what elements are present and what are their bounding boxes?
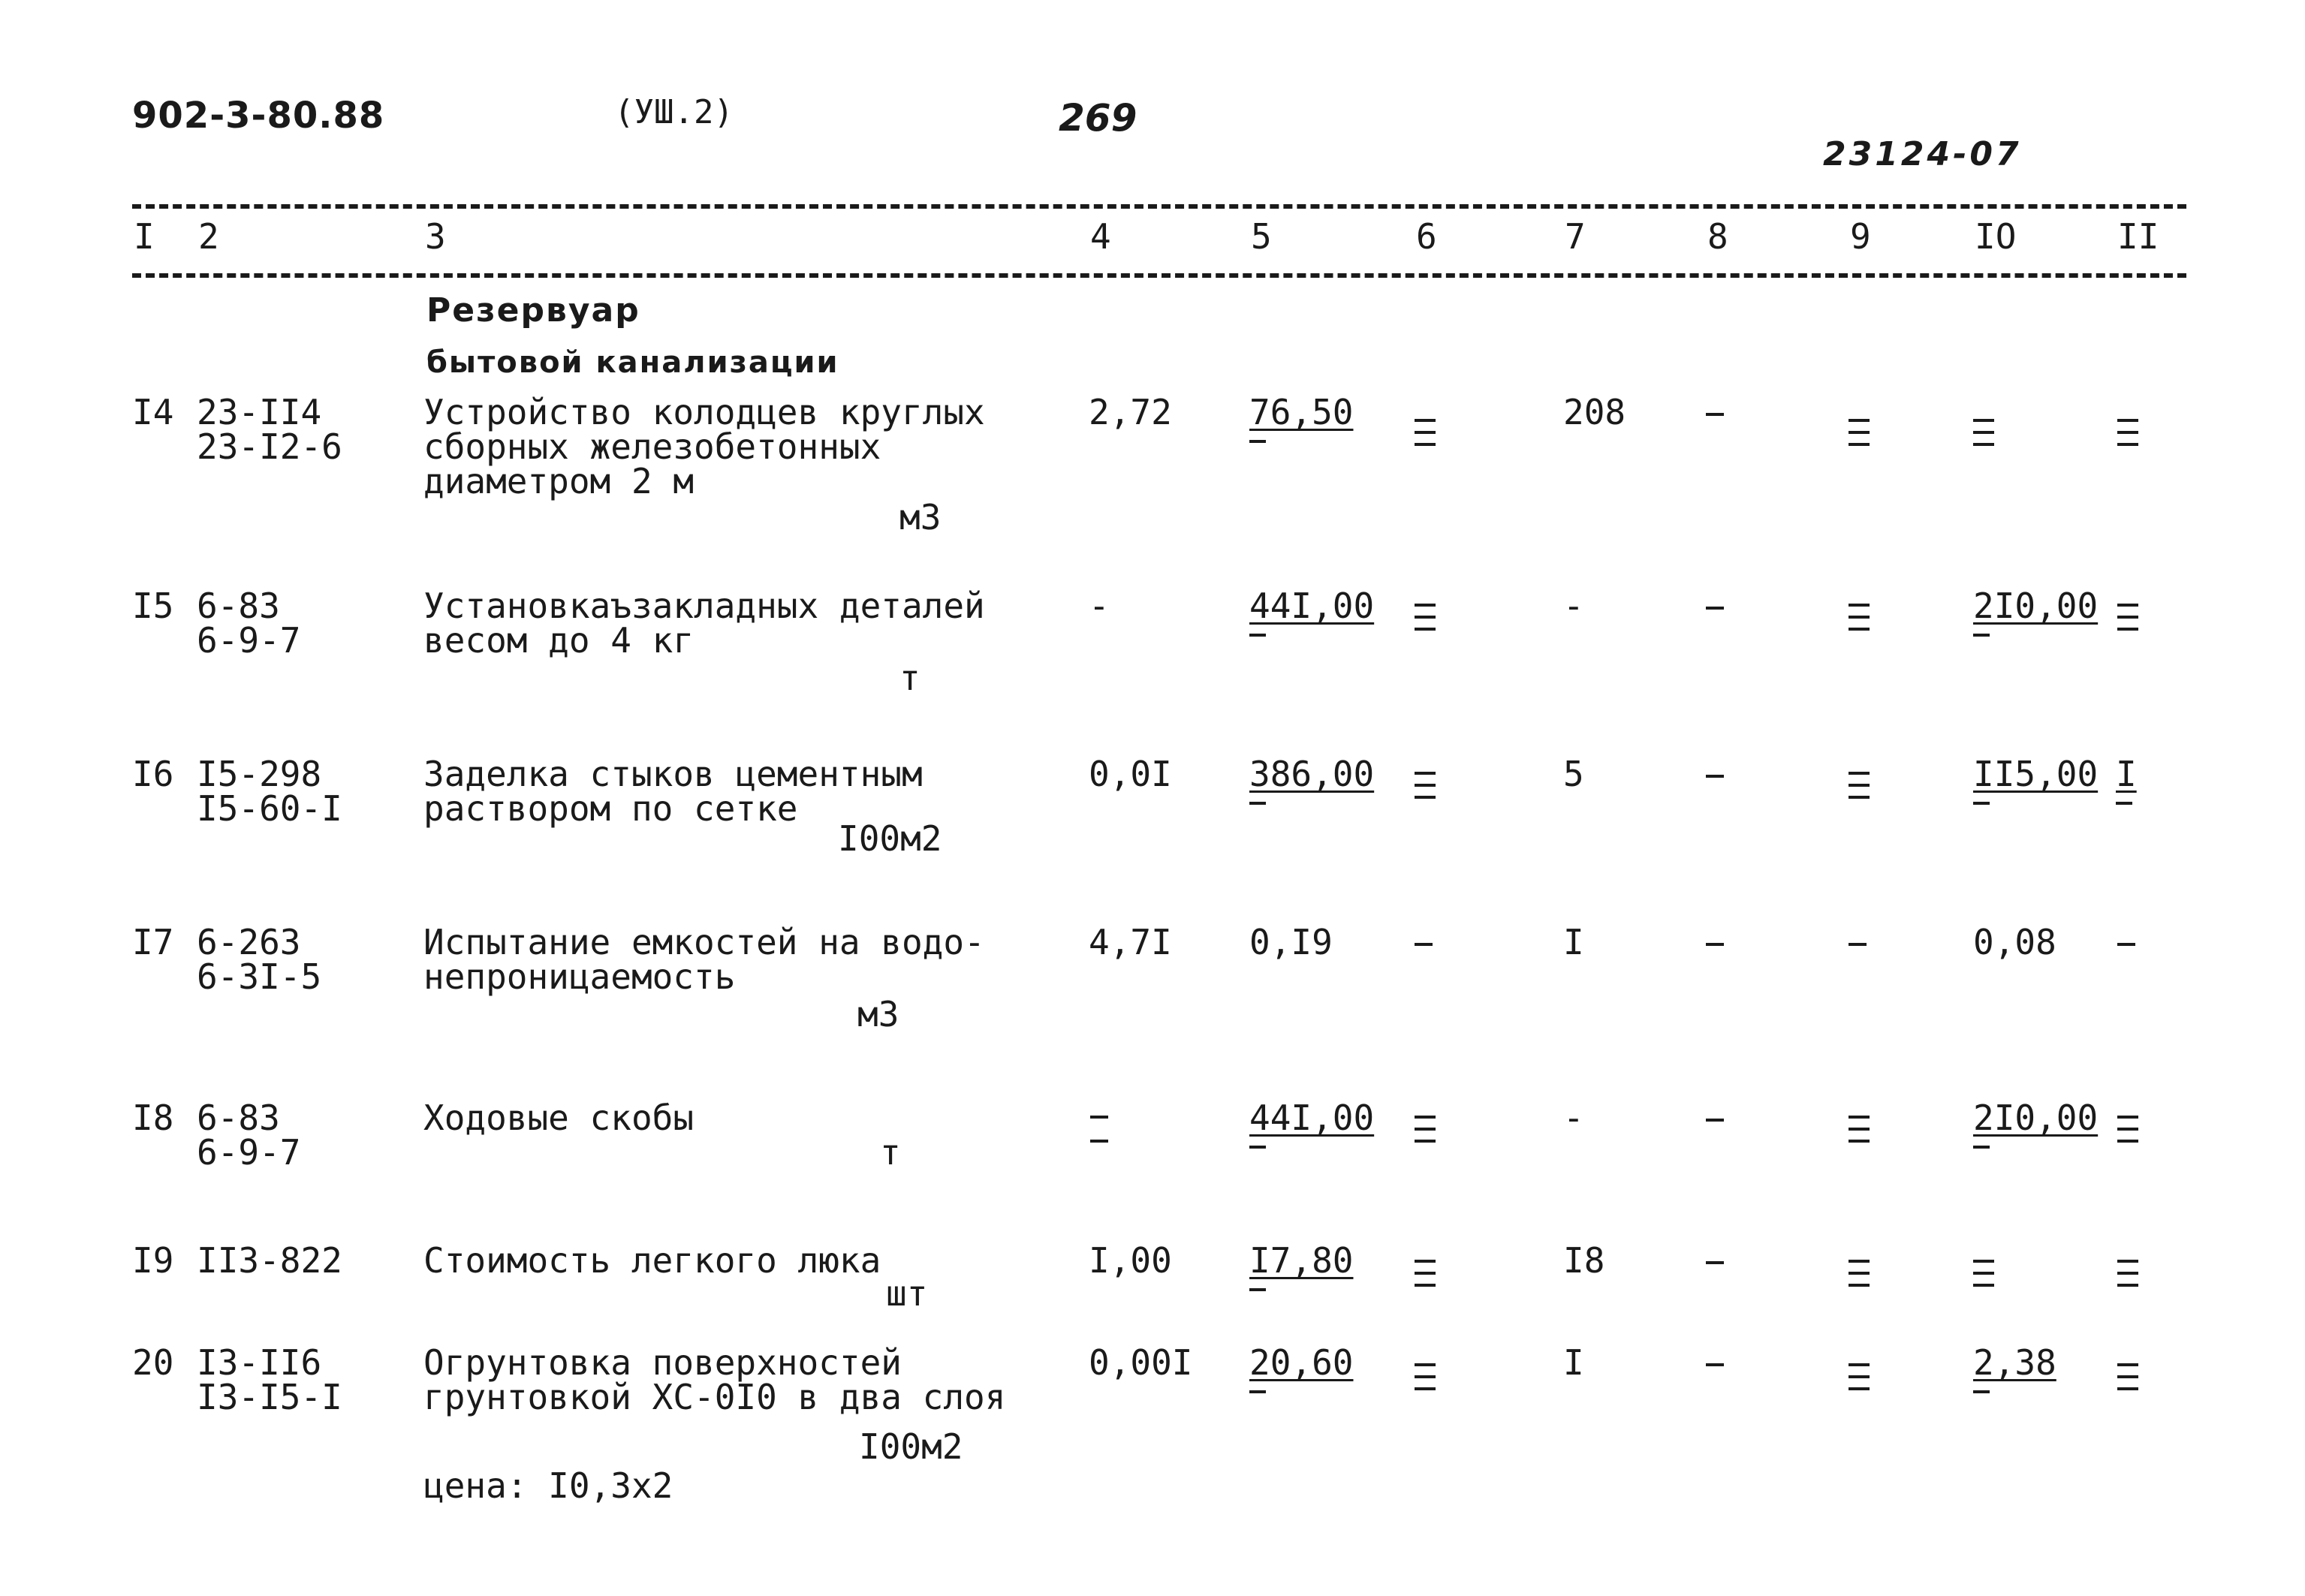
- unit-price: [1249, 754, 1375, 805]
- quantity: 0,0I: [1089, 754, 1172, 794]
- col7-value: -: [1563, 1098, 1584, 1138]
- unit-label: I00м2: [838, 818, 942, 859]
- col10-value: [1973, 754, 2099, 805]
- ditto-mark: [1415, 1260, 1436, 1296]
- description-line: раствором по сетке: [423, 788, 798, 829]
- unit-label: I00м2: [859, 1426, 963, 1467]
- ditto-mark: [2117, 419, 2138, 455]
- dash-mark: [1706, 943, 1724, 946]
- price-dash: [1249, 802, 1266, 805]
- price-value: 20,60: [1249, 1342, 1354, 1383]
- rate-code: [197, 1240, 342, 1281]
- rate-code-line: 6-9-7: [197, 1132, 301, 1173]
- dash-mark: [1706, 413, 1724, 416]
- ditto-mark: [1849, 604, 1870, 640]
- rate-code-line: 23-I2-6: [197, 426, 342, 467]
- col10-number: 2I0,00: [1973, 586, 2099, 626]
- column-number-11: II: [2117, 216, 2159, 257]
- ditto-mark: [1415, 419, 1436, 455]
- dash-mark: [1706, 1261, 1724, 1264]
- row-number: I7: [132, 922, 174, 962]
- ditto-mark: [2117, 604, 2138, 640]
- ditto-mark: [1973, 1260, 1994, 1296]
- price-value: 76,50: [1249, 392, 1354, 432]
- rate-code: [197, 392, 342, 467]
- document-code: 902-3-80.88: [132, 95, 385, 137]
- ditto-mark: [2117, 1116, 2138, 1152]
- ditto-mark: [1849, 1116, 1870, 1152]
- column-number-6: 6: [1416, 216, 1437, 257]
- page-number: 269: [1059, 96, 1137, 140]
- description-line: Испытание емкостей на водо-: [423, 922, 985, 962]
- ditto-mark: [1849, 1260, 1870, 1296]
- col10-value: [1973, 1342, 2056, 1393]
- col7-value: 208: [1563, 392, 1626, 432]
- work-description: [423, 586, 985, 661]
- price-dash: [1249, 634, 1266, 637]
- column-number-3: 3: [425, 216, 446, 257]
- ditto-mark: [1415, 772, 1436, 808]
- rate-code: [197, 922, 322, 997]
- price-dash: [1249, 1390, 1266, 1393]
- ditto-mark: [1849, 1363, 1870, 1399]
- price-value: I7,80: [1249, 1240, 1354, 1281]
- header-rule-bottom: [132, 273, 2186, 278]
- col7-value: I: [1563, 1342, 1584, 1383]
- rate-code-line: I5-60-I: [197, 788, 342, 829]
- row-number: I8: [132, 1098, 174, 1138]
- description-line: весом до 4 кг: [423, 620, 695, 661]
- col11-value: [2116, 754, 2137, 805]
- dash-mark: [1706, 1119, 1724, 1122]
- dash-mark: [1706, 1363, 1724, 1366]
- unit-price: [1249, 586, 1375, 637]
- col11-dash: [2116, 802, 2132, 805]
- rate-code-line: 6-3I-5: [197, 956, 322, 997]
- price-dash: [1249, 440, 1266, 443]
- ditto-mark: [2117, 1260, 2138, 1296]
- double-dash-mark: [1090, 1116, 1108, 1164]
- description-line: сборных железобетонных: [423, 426, 881, 467]
- column-number-7: 7: [1565, 216, 1586, 257]
- rate-code-line: 6-83: [197, 586, 280, 626]
- rate-code: [197, 1342, 342, 1417]
- price-dash: [1249, 1146, 1266, 1149]
- rate-code-line: 6-9-7: [197, 620, 301, 661]
- quantity: 0,00I: [1089, 1342, 1193, 1383]
- col10-dash: [1973, 1146, 1990, 1149]
- col7-value: I8: [1563, 1240, 1605, 1281]
- reference-number: 23124-07: [1823, 135, 2022, 173]
- unit-label: т: [880, 1132, 901, 1173]
- ditto-mark: [1415, 1116, 1436, 1152]
- col10-number: II5,00: [1973, 754, 2099, 794]
- column-number-1: I: [134, 216, 155, 257]
- col10-number: 2I0,00: [1973, 1098, 2099, 1138]
- ditto-mark: [1849, 772, 1870, 808]
- header-rule-top: [132, 204, 2186, 209]
- row-number: I6: [132, 754, 174, 794]
- ditto-mark: [2117, 1363, 2138, 1399]
- dash-mark: [1706, 775, 1724, 778]
- ditto-mark: [1415, 1363, 1436, 1399]
- quantity: 4,7I: [1089, 922, 1172, 962]
- work-description: [423, 1098, 695, 1138]
- unit-price: 0,I9: [1249, 922, 1333, 962]
- dash-mark: [2117, 943, 2135, 946]
- dash-mark: [1849, 943, 1867, 946]
- column-number-10: IO: [1975, 216, 2017, 257]
- price-dash: [1249, 1288, 1266, 1291]
- col7-value: I: [1563, 922, 1584, 962]
- row-number: I5: [132, 586, 174, 626]
- ditto-mark: [1415, 604, 1436, 640]
- rate-code: [197, 754, 342, 829]
- ditto-mark: [1973, 419, 1994, 455]
- work-description: [423, 1342, 1006, 1417]
- quantity: I,00: [1089, 1240, 1172, 1281]
- row-number: I9: [132, 1240, 174, 1281]
- rate-code-line: I3-I5-I: [197, 1377, 342, 1417]
- rate-code: [197, 586, 301, 661]
- dash-mark: [1706, 607, 1724, 610]
- work-description: [423, 1240, 881, 1281]
- description-line: Стоимость легкого люка: [423, 1240, 881, 1281]
- quantity: 2,72: [1089, 392, 1172, 432]
- column-number-4: 4: [1090, 216, 1111, 257]
- description-line: грунтовкой ХС-0I0 в два слоя: [423, 1377, 1006, 1417]
- rate-code-line: 6-83: [197, 1098, 280, 1138]
- section-subtitle: бытовой канализации: [426, 345, 839, 380]
- quantity: -: [1089, 586, 1110, 626]
- col10-dash: [1973, 1390, 1990, 1393]
- column-number-9: 9: [1850, 216, 1871, 257]
- description-line: Ходовые скобы: [423, 1098, 695, 1138]
- rate-code-line: II3-822: [197, 1240, 342, 1281]
- description-line: Установкаъзакладных деталей: [423, 586, 985, 626]
- unit-price: [1249, 392, 1354, 443]
- dash-mark: [1415, 943, 1433, 946]
- rate-code-line: 6-263: [197, 922, 301, 962]
- edition-label: (УШ.2): [614, 93, 734, 131]
- price-value: 44I,00: [1249, 586, 1375, 626]
- unit-label: т: [899, 658, 920, 698]
- description-line: диаметром 2 м: [423, 461, 695, 501]
- work-description: [423, 754, 923, 829]
- col7-value: 5: [1563, 754, 1584, 794]
- description-line: Заделка стыков цементным: [423, 754, 923, 794]
- work-description: [423, 392, 985, 501]
- price-value: 386,00: [1249, 754, 1375, 794]
- col7-value: -: [1563, 586, 1584, 626]
- col10-dash: [1973, 802, 1990, 805]
- unit-price: [1249, 1098, 1375, 1149]
- unit-label: м3: [857, 994, 899, 1034]
- col10-value: [1973, 1098, 2099, 1149]
- rate-code-line: I3-II6: [197, 1342, 322, 1383]
- rate-code-line: 23-II4: [197, 392, 322, 432]
- col10-number: 2,38: [1973, 1342, 2056, 1383]
- rate-code-line: I5-298: [197, 754, 322, 794]
- ditto-mark: [1849, 419, 1870, 455]
- unit-price: [1249, 1240, 1354, 1291]
- unit-label: шт: [886, 1273, 928, 1314]
- price-note: цена: I0,3x2: [423, 1465, 673, 1506]
- column-number-5: 5: [1251, 216, 1272, 257]
- col10-value: 0,08: [1973, 922, 2056, 962]
- row-number: I4: [132, 392, 174, 432]
- unit-price: [1249, 1342, 1354, 1393]
- description-line: непроницаемость: [423, 956, 736, 997]
- section-title: Резервуар: [426, 291, 640, 330]
- col10-value: [1973, 586, 2099, 637]
- description-line: Огрунтовка поверхностей: [423, 1342, 902, 1383]
- row-number: 20: [132, 1342, 174, 1383]
- column-number-8: 8: [1707, 216, 1728, 257]
- unit-label: м3: [899, 497, 942, 538]
- description-line: Устройство колодцев круглых: [423, 392, 985, 432]
- col11-number: I: [2116, 754, 2137, 794]
- col10-dash: [1973, 634, 1990, 637]
- rate-code: [197, 1098, 301, 1173]
- price-value: 44I,00: [1249, 1098, 1375, 1138]
- work-description: [423, 922, 985, 997]
- column-number-2: 2: [198, 216, 219, 257]
